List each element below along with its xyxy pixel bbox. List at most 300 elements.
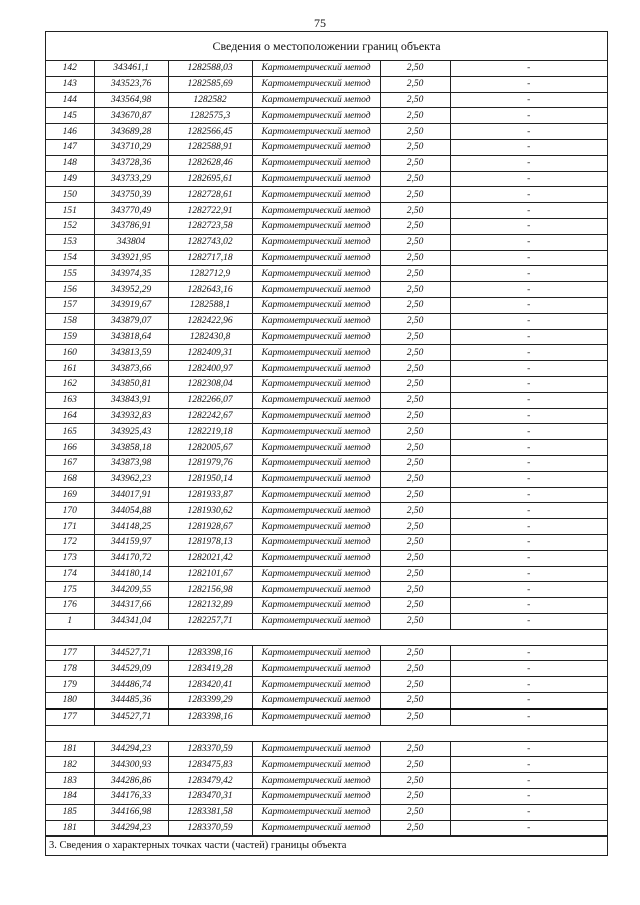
x-coordinate-cell: 343932,83 xyxy=(94,408,168,424)
method-cell: Картометрический метод xyxy=(252,709,380,725)
description-cell: - xyxy=(450,408,607,424)
point-number-cell: 166 xyxy=(46,440,94,456)
description-cell: - xyxy=(450,329,607,345)
x-coordinate-cell: 344166,98 xyxy=(94,804,168,820)
point-number-cell: 158 xyxy=(46,313,94,329)
precision-cell: 2,50 xyxy=(380,266,450,282)
method-cell: Картометрический метод xyxy=(252,61,380,76)
point-number-cell: 163 xyxy=(46,392,94,408)
description-cell: - xyxy=(450,566,607,582)
x-coordinate-cell: 343843,91 xyxy=(94,392,168,408)
method-cell: Картометрический метод xyxy=(252,550,380,566)
point-number-cell: 181 xyxy=(46,820,94,836)
table-row xyxy=(46,392,607,408)
x-coordinate-cell: 344017,91 xyxy=(94,487,168,503)
point-number-cell: 168 xyxy=(46,471,94,487)
precision-cell: 2,50 xyxy=(380,503,450,519)
method-cell: Картометрический метод xyxy=(252,234,380,250)
y-coordinate-cell: 1282242,67 xyxy=(168,408,252,424)
footer-section-title: 3. Сведения о характерных точках части (частей) границы объекта xyxy=(46,836,607,855)
point-number-cell: 153 xyxy=(46,234,94,250)
method-cell: Картометрический метод xyxy=(252,534,380,550)
x-coordinate-cell: 343879,07 xyxy=(94,313,168,329)
y-coordinate-cell: 1282588,03 xyxy=(168,61,252,76)
method-cell: Картометрический метод xyxy=(252,392,380,408)
x-coordinate-cell: 344294,23 xyxy=(94,820,168,836)
precision-cell: 2,50 xyxy=(380,566,450,582)
point-number-cell: 149 xyxy=(46,171,94,187)
y-coordinate-cell: 1281979,76 xyxy=(168,455,252,471)
table-row xyxy=(46,471,607,487)
description-cell: - xyxy=(450,392,607,408)
y-coordinate-cell: 1281950,14 xyxy=(168,471,252,487)
table-row xyxy=(46,693,607,709)
method-cell: Картометрический метод xyxy=(252,218,380,234)
point-number-cell: 167 xyxy=(46,455,94,471)
description-cell: - xyxy=(450,234,607,250)
y-coordinate-cell: 1282021,42 xyxy=(168,550,252,566)
point-number-cell: 173 xyxy=(46,550,94,566)
precision-cell: 2,50 xyxy=(380,693,450,709)
section-title: Сведения о местоположении границ объекта xyxy=(46,32,607,61)
table-row xyxy=(46,203,607,219)
point-number-cell: 170 xyxy=(46,503,94,519)
method-cell: Картометрический метод xyxy=(252,820,380,836)
boundary-table-frame xyxy=(45,31,608,856)
precision-cell: 2,50 xyxy=(380,757,450,773)
method-cell: Картометрический метод xyxy=(252,741,380,757)
description-cell: - xyxy=(450,582,607,598)
table-row xyxy=(46,709,607,725)
description-cell: - xyxy=(450,108,607,124)
precision-cell: 2,50 xyxy=(380,709,450,725)
table-row xyxy=(46,613,607,629)
method-cell: Картометрический метод xyxy=(252,471,380,487)
precision-cell: 2,50 xyxy=(380,203,450,219)
x-coordinate-cell: 344148,25 xyxy=(94,519,168,535)
y-coordinate-cell: 1281928,67 xyxy=(168,519,252,535)
description-cell: - xyxy=(450,820,607,836)
table-row xyxy=(46,757,607,773)
description-cell: - xyxy=(450,693,607,709)
point-number-cell: 152 xyxy=(46,218,94,234)
description-cell: - xyxy=(450,171,607,187)
y-coordinate-cell: 1283370,59 xyxy=(168,741,252,757)
table-row xyxy=(46,234,607,250)
x-coordinate-cell: 343750,39 xyxy=(94,187,168,203)
group-separator-row xyxy=(46,725,607,741)
x-coordinate-cell: 343689,28 xyxy=(94,124,168,140)
description-cell: - xyxy=(450,613,607,629)
method-cell: Картометрический метод xyxy=(252,408,380,424)
description-cell: - xyxy=(450,757,607,773)
x-coordinate-cell: 343850,81 xyxy=(94,376,168,392)
precision-cell: 2,50 xyxy=(380,677,450,693)
x-coordinate-cell: 343523,76 xyxy=(94,76,168,92)
y-coordinate-cell: 1283398,16 xyxy=(168,645,252,661)
table-row xyxy=(46,503,607,519)
point-number-cell: 181 xyxy=(46,741,94,757)
table-row xyxy=(46,408,607,424)
y-coordinate-cell: 1283479,42 xyxy=(168,773,252,789)
point-number-cell: 148 xyxy=(46,155,94,171)
y-coordinate-cell: 1282588,91 xyxy=(168,139,252,155)
method-cell: Картометрический метод xyxy=(252,693,380,709)
table-row xyxy=(46,773,607,789)
method-cell: Картометрический метод xyxy=(252,598,380,614)
description-cell: - xyxy=(450,709,607,725)
description-cell: - xyxy=(450,503,607,519)
table-row xyxy=(46,345,607,361)
table-row xyxy=(46,92,607,108)
y-coordinate-cell: 1282266,07 xyxy=(168,392,252,408)
table-row xyxy=(46,187,607,203)
y-coordinate-cell: 1282588,1 xyxy=(168,297,252,313)
method-cell: Картометрический метод xyxy=(252,329,380,345)
point-number-cell: 171 xyxy=(46,519,94,535)
point-number-cell: 176 xyxy=(46,598,94,614)
x-coordinate-cell: 344054,88 xyxy=(94,503,168,519)
description-cell: - xyxy=(450,218,607,234)
precision-cell: 2,50 xyxy=(380,392,450,408)
x-coordinate-cell: 343804 xyxy=(94,234,168,250)
point-number-cell: 1 xyxy=(46,613,94,629)
table-row xyxy=(46,266,607,282)
y-coordinate-cell: 1282430,8 xyxy=(168,329,252,345)
x-coordinate-cell: 344527,71 xyxy=(94,709,168,725)
y-coordinate-cell: 1282582 xyxy=(168,92,252,108)
point-number-cell: 172 xyxy=(46,534,94,550)
method-cell: Картометрический метод xyxy=(252,487,380,503)
point-number-cell: 169 xyxy=(46,487,94,503)
group-separator-cell xyxy=(46,629,607,645)
description-cell: - xyxy=(450,487,607,503)
x-coordinate-cell: 344486,74 xyxy=(94,677,168,693)
y-coordinate-cell: 1282743,02 xyxy=(168,234,252,250)
precision-cell: 2,50 xyxy=(380,218,450,234)
description-cell: - xyxy=(450,266,607,282)
point-number-cell: 159 xyxy=(46,329,94,345)
y-coordinate-cell: 1283475,83 xyxy=(168,757,252,773)
method-cell: Картометрический метод xyxy=(252,203,380,219)
y-coordinate-cell: 1282308,04 xyxy=(168,376,252,392)
precision-cell: 2,50 xyxy=(380,345,450,361)
table-row xyxy=(46,566,607,582)
description-cell: - xyxy=(450,789,607,805)
y-coordinate-cell: 1282585,69 xyxy=(168,76,252,92)
y-coordinate-cell: 1283470,31 xyxy=(168,789,252,805)
y-coordinate-cell: 1283381,58 xyxy=(168,804,252,820)
description-cell: - xyxy=(450,661,607,677)
point-number-cell: 178 xyxy=(46,661,94,677)
point-number-cell: 156 xyxy=(46,282,94,298)
point-number-cell: 177 xyxy=(46,645,94,661)
description-cell: - xyxy=(450,550,607,566)
precision-cell: 2,50 xyxy=(380,361,450,377)
point-number-cell: 183 xyxy=(46,773,94,789)
description-cell: - xyxy=(450,297,607,313)
y-coordinate-cell: 1282695,61 xyxy=(168,171,252,187)
x-coordinate-cell: 344294,23 xyxy=(94,741,168,757)
point-number-cell: 150 xyxy=(46,187,94,203)
description-cell: - xyxy=(450,203,607,219)
y-coordinate-cell: 1282101,67 xyxy=(168,566,252,582)
y-coordinate-cell: 1282156,98 xyxy=(168,582,252,598)
group-separator-row xyxy=(46,629,607,645)
precision-cell: 2,50 xyxy=(380,92,450,108)
x-coordinate-cell: 343813,59 xyxy=(94,345,168,361)
method-cell: Картометрический метод xyxy=(252,582,380,598)
precision-cell: 2,50 xyxy=(380,534,450,550)
description-cell: - xyxy=(450,361,607,377)
y-coordinate-cell: 1282575,3 xyxy=(168,108,252,124)
description-cell: - xyxy=(450,139,607,155)
method-cell: Картометрический метод xyxy=(252,661,380,677)
precision-cell: 2,50 xyxy=(380,598,450,614)
description-cell: - xyxy=(450,440,607,456)
y-coordinate-cell: 1282257,71 xyxy=(168,613,252,629)
precision-cell: 2,50 xyxy=(380,108,450,124)
description-cell: - xyxy=(450,124,607,140)
point-number-cell: 161 xyxy=(46,361,94,377)
y-coordinate-cell: 1283420,41 xyxy=(168,677,252,693)
method-cell: Картометрический метод xyxy=(252,282,380,298)
point-number-cell: 143 xyxy=(46,76,94,92)
description-cell: - xyxy=(450,598,607,614)
x-coordinate-cell: 343952,29 xyxy=(94,282,168,298)
x-coordinate-cell: 343728,36 xyxy=(94,155,168,171)
method-cell: Картометрический метод xyxy=(252,804,380,820)
table-row xyxy=(46,598,607,614)
point-number-cell: 174 xyxy=(46,566,94,582)
method-cell: Картометрический метод xyxy=(252,645,380,661)
point-number-cell: 151 xyxy=(46,203,94,219)
precision-cell: 2,50 xyxy=(380,124,450,140)
table-row xyxy=(46,139,607,155)
description-cell: - xyxy=(450,519,607,535)
point-number-cell: 185 xyxy=(46,804,94,820)
method-cell: Картометрический метод xyxy=(252,345,380,361)
description-cell: - xyxy=(450,345,607,361)
method-cell: Картометрический метод xyxy=(252,171,380,187)
method-cell: Картометрический метод xyxy=(252,757,380,773)
table-row xyxy=(46,155,607,171)
y-coordinate-cell: 1281978,13 xyxy=(168,534,252,550)
method-cell: Картометрический метод xyxy=(252,297,380,313)
precision-cell: 2,50 xyxy=(380,329,450,345)
point-number-cell: 179 xyxy=(46,677,94,693)
x-coordinate-cell: 343873,66 xyxy=(94,361,168,377)
table-row xyxy=(46,741,607,757)
precision-cell: 2,50 xyxy=(380,187,450,203)
x-coordinate-cell: 344527,71 xyxy=(94,645,168,661)
method-cell: Картометрический метод xyxy=(252,139,380,155)
x-coordinate-cell: 343461,1 xyxy=(94,61,168,76)
description-cell: - xyxy=(450,804,607,820)
table-row xyxy=(46,455,607,471)
y-coordinate-cell: 1282219,18 xyxy=(168,424,252,440)
y-coordinate-cell: 1281933,87 xyxy=(168,487,252,503)
precision-cell: 2,50 xyxy=(380,313,450,329)
description-cell: - xyxy=(450,424,607,440)
precision-cell: 2,50 xyxy=(380,139,450,155)
method-cell: Картометрический метод xyxy=(252,155,380,171)
precision-cell: 2,50 xyxy=(380,519,450,535)
table-row xyxy=(46,297,607,313)
table-row xyxy=(46,61,607,76)
y-coordinate-cell: 1282723,58 xyxy=(168,218,252,234)
precision-cell: 2,50 xyxy=(380,297,450,313)
x-coordinate-cell: 343919,67 xyxy=(94,297,168,313)
precision-cell: 2,50 xyxy=(380,582,450,598)
method-cell: Картометрический метод xyxy=(252,424,380,440)
x-coordinate-cell: 344341,04 xyxy=(94,613,168,629)
x-coordinate-cell: 343670,87 xyxy=(94,108,168,124)
x-coordinate-cell: 344180,14 xyxy=(94,566,168,582)
description-cell: - xyxy=(450,455,607,471)
method-cell: Картометрический метод xyxy=(252,313,380,329)
precision-cell: 2,50 xyxy=(380,455,450,471)
point-number-cell: 146 xyxy=(46,124,94,140)
precision-cell: 2,50 xyxy=(380,155,450,171)
description-cell: - xyxy=(450,187,607,203)
x-coordinate-cell: 343770,49 xyxy=(94,203,168,219)
coordinates-table xyxy=(46,61,607,836)
precision-cell: 2,50 xyxy=(380,804,450,820)
precision-cell: 2,50 xyxy=(380,741,450,757)
y-coordinate-cell: 1283370,59 xyxy=(168,820,252,836)
x-coordinate-cell: 343564,98 xyxy=(94,92,168,108)
description-cell: - xyxy=(450,155,607,171)
description-cell: - xyxy=(450,376,607,392)
table-row xyxy=(46,108,607,124)
precision-cell: 2,50 xyxy=(380,282,450,298)
y-coordinate-cell: 1282422,96 xyxy=(168,313,252,329)
precision-cell: 2,50 xyxy=(380,376,450,392)
point-number-cell: 177 xyxy=(46,709,94,725)
table-row xyxy=(46,218,607,234)
y-coordinate-cell: 1282400,97 xyxy=(168,361,252,377)
precision-cell: 2,50 xyxy=(380,61,450,76)
method-cell: Картометрический метод xyxy=(252,76,380,92)
x-coordinate-cell: 343858,18 xyxy=(94,440,168,456)
y-coordinate-cell: 1282712,9 xyxy=(168,266,252,282)
x-coordinate-cell: 344176,33 xyxy=(94,789,168,805)
table-row xyxy=(46,124,607,140)
method-cell: Картометрический метод xyxy=(252,108,380,124)
y-coordinate-cell: 1281930,62 xyxy=(168,503,252,519)
point-number-cell: 142 xyxy=(46,61,94,76)
method-cell: Картометрический метод xyxy=(252,503,380,519)
x-coordinate-cell: 343974,35 xyxy=(94,266,168,282)
x-coordinate-cell: 344286,86 xyxy=(94,773,168,789)
method-cell: Картометрический метод xyxy=(252,677,380,693)
y-coordinate-cell: 1282643,16 xyxy=(168,282,252,298)
x-coordinate-cell: 343873,98 xyxy=(94,455,168,471)
table-row xyxy=(46,440,607,456)
method-cell: Картометрический метод xyxy=(252,124,380,140)
method-cell: Картометрический метод xyxy=(252,519,380,535)
precision-cell: 2,50 xyxy=(380,773,450,789)
point-number-cell: 160 xyxy=(46,345,94,361)
page-number: 75 xyxy=(314,16,326,30)
method-cell: Картометрический метод xyxy=(252,250,380,266)
y-coordinate-cell: 1282628,46 xyxy=(168,155,252,171)
description-cell: - xyxy=(450,471,607,487)
y-coordinate-cell: 1283419,28 xyxy=(168,661,252,677)
point-number-cell: 145 xyxy=(46,108,94,124)
point-number-cell: 147 xyxy=(46,139,94,155)
description-cell: - xyxy=(450,741,607,757)
y-coordinate-cell: 1282132,89 xyxy=(168,598,252,614)
point-number-cell: 144 xyxy=(46,92,94,108)
table-row xyxy=(46,804,607,820)
table-row xyxy=(46,534,607,550)
precision-cell: 2,50 xyxy=(380,789,450,805)
method-cell: Картометрический метод xyxy=(252,566,380,582)
description-cell: - xyxy=(450,773,607,789)
x-coordinate-cell: 343921,95 xyxy=(94,250,168,266)
precision-cell: 2,50 xyxy=(380,250,450,266)
x-coordinate-cell: 344209,55 xyxy=(94,582,168,598)
table-row xyxy=(46,361,607,377)
method-cell: Картометрический метод xyxy=(252,92,380,108)
table-row xyxy=(46,661,607,677)
y-coordinate-cell: 1283399,29 xyxy=(168,693,252,709)
x-coordinate-cell: 344170,72 xyxy=(94,550,168,566)
table-row xyxy=(46,550,607,566)
precision-cell: 2,50 xyxy=(380,820,450,836)
x-coordinate-cell: 343818,64 xyxy=(94,329,168,345)
description-cell: - xyxy=(450,250,607,266)
method-cell: Картометрический метод xyxy=(252,376,380,392)
description-cell: - xyxy=(450,677,607,693)
x-coordinate-cell: 343925,43 xyxy=(94,424,168,440)
method-cell: Картометрический метод xyxy=(252,789,380,805)
method-cell: Картометрический метод xyxy=(252,266,380,282)
point-number-cell: 165 xyxy=(46,424,94,440)
x-coordinate-cell: 344317,66 xyxy=(94,598,168,614)
y-coordinate-cell: 1283398,16 xyxy=(168,709,252,725)
method-cell: Картометрический метод xyxy=(252,187,380,203)
point-number-cell: 184 xyxy=(46,789,94,805)
method-cell: Картометрический метод xyxy=(252,613,380,629)
point-number-cell: 180 xyxy=(46,693,94,709)
description-cell: - xyxy=(450,645,607,661)
x-coordinate-cell: 343962,23 xyxy=(94,471,168,487)
x-coordinate-cell: 343733,29 xyxy=(94,171,168,187)
x-coordinate-cell: 344485,36 xyxy=(94,693,168,709)
table-row xyxy=(46,282,607,298)
table-row xyxy=(46,820,607,836)
y-coordinate-cell: 1282722,91 xyxy=(168,203,252,219)
x-coordinate-cell: 343786,91 xyxy=(94,218,168,234)
method-cell: Картометрический метод xyxy=(252,361,380,377)
y-coordinate-cell: 1282005,67 xyxy=(168,440,252,456)
table-row xyxy=(46,329,607,345)
point-number-cell: 175 xyxy=(46,582,94,598)
precision-cell: 2,50 xyxy=(380,408,450,424)
x-coordinate-cell: 343710,29 xyxy=(94,139,168,155)
method-cell: Картометрический метод xyxy=(252,773,380,789)
precision-cell: 2,50 xyxy=(380,234,450,250)
table-row xyxy=(46,582,607,598)
table-row xyxy=(46,313,607,329)
description-cell: - xyxy=(450,92,607,108)
precision-cell: 2,50 xyxy=(380,440,450,456)
y-coordinate-cell: 1282717,18 xyxy=(168,250,252,266)
description-cell: - xyxy=(450,534,607,550)
